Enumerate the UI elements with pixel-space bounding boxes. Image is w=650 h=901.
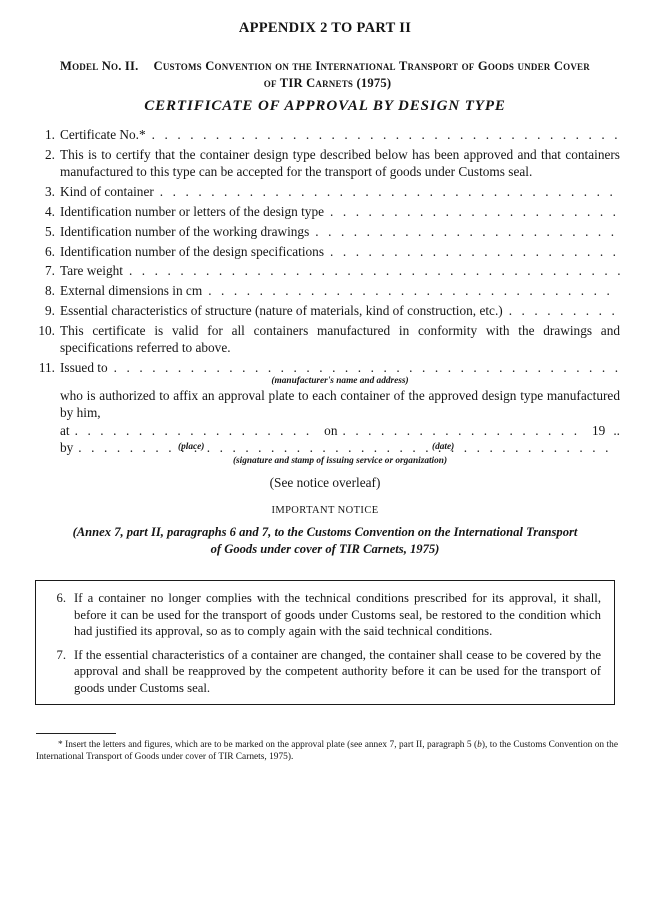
dotted-leader [330,243,620,261]
leader-row [60,223,620,241]
convention-heading [60,58,595,92]
item-number: 5. [45,223,55,239]
see-notice-overleaf: (See notice overleaf) [269,475,381,490]
dotted-leader [129,262,620,280]
notice-box [35,580,615,705]
item-label: Kind of container [60,184,154,200]
by-label: by [60,440,74,456]
item-label: Tare weight [60,263,123,279]
notice-reference [70,524,580,558]
dotted-leader [208,282,620,300]
list-item [36,282,620,300]
appendix-title: APPENDIX 2 TO PART II [238,20,412,36]
notice-reference-line-2: Transport of Goods under cover of TIR Carnets, 1975) [210,525,578,556]
list-item [36,146,620,181]
footnote-rule [36,733,116,734]
footnote-part-1: Insert the letters and figures, which are to be marked on the approval plate (see annex 7, part II, paragraph 5 ( [65,740,478,750]
notice-reference-line-1: (Annex 7, part II, paragraphs 6 and 7, to the Customs Convention on the International [72,525,523,539]
leader-row [60,282,620,300]
list-item [36,223,620,241]
item-label: This certificate is valid for all containers manufactured in conformity with the drawings and specifications referred to above. [60,322,620,356]
item-label: Identification number or letters of the design type [60,203,325,219]
list-item [36,322,620,357]
list-item [36,262,620,280]
dotted-leader [330,203,620,221]
leader-row [60,359,620,377]
leader-row [60,243,620,261]
on-label: on [324,422,338,438]
leader-row [60,126,620,144]
footnote-part-2: ), to the Customs Convention on the International Transport of Goods under cover of TIR Carnets, 1975). [36,740,619,763]
item-number: 8. [45,283,55,299]
item-label: External dimensions in cm [60,283,203,299]
numbered-items-list [36,126,620,469]
notice-paragraph [49,647,601,697]
item-number: 3. [45,184,55,200]
dotted-leader-date [342,422,587,440]
item-number: 9. [45,302,55,318]
item-number: 2. [45,146,55,162]
list-item [36,183,620,201]
paragraph-text: If a container no longer complies with the technical conditions prescribed for its approval, it shall, before it can be used for the transport of goods under Customs seal, be restored to the condition which had justified its approval, so as to comply again with the said technical conditions. [74,591,601,639]
at-label: at [60,422,70,438]
footnote-italic-b: b [477,740,482,750]
authorized-text: who is authorized to affix an approval plate to each container of the approved design type manufactured by him, [60,387,620,421]
item-label: Certificate No.* [60,127,146,142]
dotted-leader [160,183,620,201]
item-label: Identification number of the working drawings [60,223,310,239]
notice-paragraph [49,590,601,640]
list-item [36,203,620,221]
caption-signature: (signature and stamp of issuing service or organization) [232,455,448,466]
item-number: 4. [45,203,55,219]
important-notice-heading: IMPORTANT NOTICE [271,505,379,516]
leader-row [60,262,620,280]
list-item-11 [36,359,620,467]
year-dots: .. [613,422,620,438]
leader-row [60,203,620,221]
paragraph-number: 6. [56,591,66,605]
item-number: 10. [38,322,55,338]
caption-place: (place) [178,442,205,453]
item-label: Identification number of the design specifications [60,243,325,259]
item-label: Essential characteristics of structure (nature of materials, kind of construction, etc.) [60,302,503,318]
by-line [60,439,620,457]
year-prefix: 19 [592,422,606,438]
leader-row [60,183,620,201]
dotted-leader-place [75,422,320,440]
convention-line-2: under Cover of TIR Carnets (1975) [263,59,590,90]
dotted-leader [509,302,620,320]
dotted-leader-signature [78,439,615,457]
dotted-leader [114,359,620,377]
list-item [36,126,620,144]
item-number: 6. [45,243,55,259]
paragraph-text: If the essential characteristics of a container are changed, the container shall cease to be covered by the approval and shall be reapproved by the competent authority before it can be used for the transport of goods under Customs seal. [74,647,601,695]
list-item [36,243,620,261]
certificate-title: CERTIFICATE OF APPROVAL BY DESIGN TYPE [144,98,506,114]
dotted-leader [315,223,620,241]
paragraph-number: 7. [56,647,66,662]
footnote-marker: * [58,740,63,750]
item-number: 7. [45,263,55,279]
item-number: 11. [38,360,55,375]
model-label: Model No. II. [60,59,139,73]
list-item [36,302,620,320]
issued-to-label: Issued to [60,360,108,375]
caption-date: (date) [432,442,455,453]
item-number: 1. [45,127,55,142]
convention-line-1: Customs Convention on the International Transport of Goods [153,59,515,73]
leader-row [60,302,620,320]
item-label: This is to certify that the container design type described below has been approved and that containers manufactured to this type can be accepted for the transport of goods under Customs seal. [60,146,620,180]
at-on-line [60,422,620,440]
caption-manufacturer: (manufacturer's name and address) [271,375,409,386]
dotted-leader [152,126,620,144]
footnote [36,739,618,764]
